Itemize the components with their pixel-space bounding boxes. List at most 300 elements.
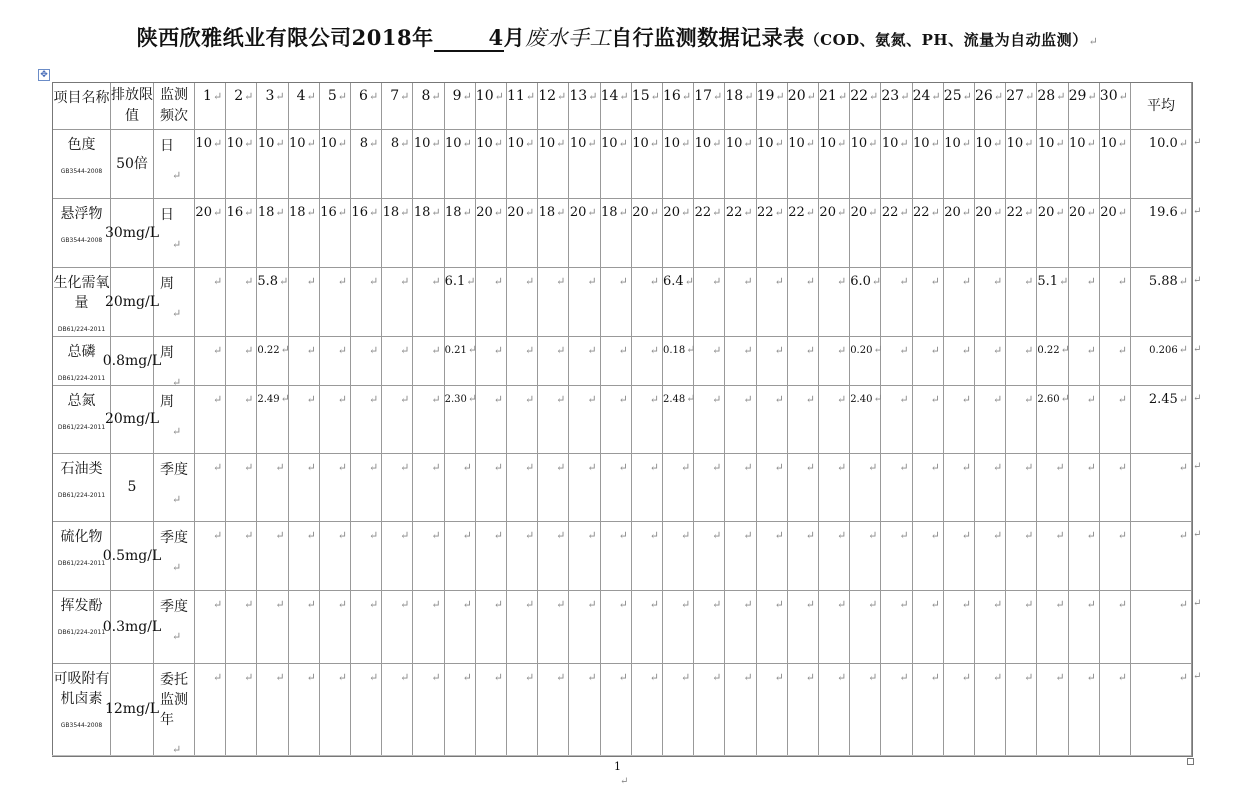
value-cell[interactable] (413, 591, 444, 664)
value-cell[interactable] (413, 268, 444, 337)
value-cell[interactable] (913, 268, 944, 337)
value-cell[interactable] (694, 337, 725, 386)
header-day[interactable] (289, 83, 320, 130)
value-cell[interactable] (569, 591, 600, 664)
value-cell[interactable] (632, 268, 663, 337)
value-cell[interactable] (320, 268, 351, 337)
row-average[interactable] (1131, 591, 1192, 664)
value-cell[interactable] (819, 386, 850, 454)
value-cell[interactable] (819, 591, 850, 664)
row-limit[interactable] (102, 337, 162, 386)
value-cell[interactable] (850, 199, 881, 268)
row-average[interactable] (1131, 522, 1192, 591)
value-cell[interactable] (819, 337, 850, 386)
value-cell[interactable] (632, 591, 663, 664)
value-cell[interactable] (1037, 522, 1068, 591)
value-cell[interactable] (445, 454, 476, 522)
value-cell[interactable] (1006, 664, 1037, 756)
value-cell[interactable] (788, 199, 819, 268)
value-cell[interactable] (819, 522, 850, 591)
value-cell[interactable] (913, 664, 944, 756)
header-day[interactable] (819, 83, 850, 130)
header-day[interactable] (476, 83, 507, 130)
row-limit[interactable] (104, 199, 160, 268)
value-cell[interactable] (1069, 664, 1100, 756)
value-cell[interactable] (569, 454, 600, 522)
value-cell[interactable] (351, 591, 382, 664)
row-item-name[interactable] (53, 130, 111, 199)
value-cell[interactable] (1006, 337, 1037, 386)
header-day[interactable] (601, 83, 632, 130)
value-cell[interactable] (382, 268, 413, 337)
value-cell[interactable] (663, 268, 694, 337)
value-cell[interactable] (195, 591, 226, 664)
value-cell[interactable] (507, 337, 538, 386)
value-cell[interactable] (663, 199, 694, 268)
row-limit[interactable] (104, 386, 160, 454)
header-day[interactable] (913, 83, 944, 130)
value-cell[interactable] (757, 268, 788, 337)
row-frequency[interactable] (154, 522, 195, 591)
value-cell[interactable] (944, 199, 975, 268)
value-cell[interactable] (788, 337, 819, 386)
value-cell[interactable] (632, 454, 663, 522)
header-average[interactable] (1131, 83, 1192, 130)
value-cell[interactable] (445, 337, 476, 386)
value-cell[interactable] (445, 591, 476, 664)
value-cell[interactable] (195, 268, 226, 337)
value-cell[interactable] (476, 664, 507, 756)
header-day[interactable] (538, 83, 569, 130)
header-day[interactable] (195, 83, 226, 130)
header-day[interactable] (507, 83, 538, 130)
table-resize-handle-icon[interactable] (1187, 758, 1194, 765)
value-cell[interactable] (944, 130, 975, 199)
header-day[interactable] (351, 83, 382, 130)
header-day[interactable] (975, 83, 1006, 130)
value-cell[interactable] (632, 522, 663, 591)
value-cell[interactable] (1069, 199, 1100, 268)
value-cell[interactable] (694, 199, 725, 268)
value-cell[interactable] (975, 386, 1006, 454)
value-cell[interactable] (944, 664, 975, 756)
value-cell[interactable] (601, 454, 632, 522)
value-cell[interactable] (1069, 522, 1100, 591)
value-cell[interactable] (476, 130, 507, 199)
value-cell[interactable] (195, 199, 226, 268)
value-cell[interactable] (538, 337, 569, 386)
value-cell[interactable] (850, 522, 881, 591)
value-cell[interactable] (819, 268, 850, 337)
value-cell[interactable] (257, 522, 288, 591)
value-cell[interactable] (757, 337, 788, 386)
value-cell[interactable] (351, 199, 382, 268)
header-day[interactable] (725, 83, 756, 130)
value-cell[interactable] (850, 386, 881, 454)
value-cell[interactable] (913, 454, 944, 522)
value-cell[interactable] (944, 268, 975, 337)
header-day[interactable] (226, 83, 257, 130)
row-average[interactable] (1131, 130, 1192, 199)
header-frequency[interactable] (154, 83, 195, 130)
value-cell[interactable] (975, 591, 1006, 664)
header-day[interactable] (694, 83, 725, 130)
value-cell[interactable] (476, 591, 507, 664)
value-cell[interactable] (445, 522, 476, 591)
value-cell[interactable] (289, 130, 320, 199)
value-cell[interactable] (382, 522, 413, 591)
row-limit[interactable] (111, 130, 154, 199)
value-cell[interactable] (289, 268, 320, 337)
value-cell[interactable] (320, 199, 351, 268)
row-average[interactable] (1131, 268, 1192, 337)
value-cell[interactable] (725, 268, 756, 337)
header-day[interactable] (257, 83, 288, 130)
value-cell[interactable] (663, 522, 694, 591)
value-cell[interactable] (725, 664, 756, 756)
value-cell[interactable] (1100, 664, 1131, 756)
value-cell[interactable] (881, 268, 912, 337)
value-cell[interactable] (788, 130, 819, 199)
header-day[interactable] (1037, 83, 1068, 130)
value-cell[interactable] (1100, 454, 1131, 522)
value-cell[interactable] (788, 268, 819, 337)
value-cell[interactable] (1006, 268, 1037, 337)
value-cell[interactable] (663, 337, 694, 386)
value-cell[interactable] (601, 337, 632, 386)
value-cell[interactable] (382, 454, 413, 522)
value-cell[interactable] (663, 454, 694, 522)
value-cell[interactable] (289, 386, 320, 454)
value-cell[interactable] (1100, 386, 1131, 454)
row-average[interactable] (1131, 454, 1192, 522)
value-cell[interactable] (1069, 386, 1100, 454)
value-cell[interactable] (289, 337, 320, 386)
value-cell[interactable] (226, 268, 257, 337)
value-cell[interactable] (507, 522, 538, 591)
row-average[interactable] (1131, 386, 1192, 454)
value-cell[interactable] (975, 199, 1006, 268)
value-cell[interactable] (1100, 337, 1131, 386)
header-day[interactable] (850, 83, 881, 130)
value-cell[interactable] (195, 337, 226, 386)
value-cell[interactable] (1069, 454, 1100, 522)
value-cell[interactable] (725, 454, 756, 522)
value-cell[interactable] (507, 591, 538, 664)
value-cell[interactable] (601, 522, 632, 591)
value-cell[interactable] (382, 130, 413, 199)
value-cell[interactable] (975, 454, 1006, 522)
header-day[interactable] (320, 83, 351, 130)
value-cell[interactable] (289, 454, 320, 522)
header-day[interactable] (1069, 83, 1100, 130)
value-cell[interactable] (320, 664, 351, 756)
value-cell[interactable] (195, 386, 226, 454)
value-cell[interactable] (757, 522, 788, 591)
value-cell[interactable] (320, 591, 351, 664)
value-cell[interactable] (975, 130, 1006, 199)
row-frequency[interactable] (154, 386, 195, 454)
value-cell[interactable] (413, 130, 444, 199)
value-cell[interactable] (601, 268, 632, 337)
value-cell[interactable] (1006, 454, 1037, 522)
value-cell[interactable] (507, 199, 538, 268)
value-cell[interactable] (975, 337, 1006, 386)
value-cell[interactable] (601, 386, 632, 454)
value-cell[interactable] (1006, 591, 1037, 664)
value-cell[interactable] (413, 386, 444, 454)
value-cell[interactable] (413, 454, 444, 522)
value-cell[interactable] (601, 664, 632, 756)
value-cell[interactable] (476, 522, 507, 591)
value-cell[interactable] (476, 454, 507, 522)
value-cell[interactable] (1037, 268, 1068, 337)
value-cell[interactable] (725, 337, 756, 386)
value-cell[interactable] (257, 199, 288, 268)
value-cell[interactable] (569, 130, 600, 199)
value-cell[interactable] (725, 386, 756, 454)
value-cell[interactable] (632, 130, 663, 199)
value-cell[interactable] (226, 199, 257, 268)
row-average[interactable] (1131, 337, 1192, 386)
value-cell[interactable] (569, 199, 600, 268)
value-cell[interactable] (476, 386, 507, 454)
value-cell[interactable] (476, 268, 507, 337)
value-cell[interactable] (226, 522, 257, 591)
value-cell[interactable] (538, 199, 569, 268)
row-frequency[interactable] (154, 591, 195, 664)
value-cell[interactable] (569, 386, 600, 454)
value-cell[interactable] (757, 130, 788, 199)
value-cell[interactable] (725, 199, 756, 268)
value-cell[interactable] (1100, 591, 1131, 664)
value-cell[interactable] (538, 454, 569, 522)
row-item-name[interactable] (53, 454, 111, 522)
value-cell[interactable] (289, 664, 320, 756)
value-cell[interactable] (632, 664, 663, 756)
value-cell[interactable] (1100, 268, 1131, 337)
value-cell[interactable] (351, 454, 382, 522)
header-day[interactable] (382, 83, 413, 130)
value-cell[interactable] (382, 337, 413, 386)
row-item-name[interactable] (53, 199, 111, 268)
value-cell[interactable] (538, 522, 569, 591)
value-cell[interactable] (850, 268, 881, 337)
value-cell[interactable] (507, 130, 538, 199)
value-cell[interactable] (226, 386, 257, 454)
value-cell[interactable] (382, 199, 413, 268)
header-day[interactable] (881, 83, 912, 130)
value-cell[interactable] (1037, 199, 1068, 268)
value-cell[interactable] (601, 199, 632, 268)
value-cell[interactable] (257, 386, 288, 454)
value-cell[interactable] (881, 454, 912, 522)
value-cell[interactable] (226, 664, 257, 756)
value-cell[interactable] (507, 268, 538, 337)
row-frequency[interactable] (154, 454, 195, 522)
value-cell[interactable] (975, 522, 1006, 591)
value-cell[interactable] (476, 199, 507, 268)
value-cell[interactable] (850, 454, 881, 522)
table-move-handle-icon[interactable]: ✥ (38, 69, 50, 81)
row-average[interactable] (1131, 199, 1192, 268)
value-cell[interactable] (881, 664, 912, 756)
row-frequency[interactable] (154, 664, 195, 756)
value-cell[interactable] (1069, 337, 1100, 386)
value-cell[interactable] (1100, 522, 1131, 591)
header-day[interactable] (445, 83, 476, 130)
value-cell[interactable] (663, 386, 694, 454)
value-cell[interactable] (351, 268, 382, 337)
value-cell[interactable] (913, 130, 944, 199)
value-cell[interactable] (975, 664, 1006, 756)
value-cell[interactable] (1037, 337, 1068, 386)
value-cell[interactable] (913, 337, 944, 386)
value-cell[interactable] (663, 591, 694, 664)
value-cell[interactable] (694, 522, 725, 591)
header-limit[interactable] (111, 83, 154, 130)
value-cell[interactable] (569, 268, 600, 337)
row-frequency[interactable] (154, 130, 195, 199)
value-cell[interactable] (257, 591, 288, 664)
row-frequency[interactable] (154, 268, 195, 337)
value-cell[interactable] (694, 454, 725, 522)
value-cell[interactable] (351, 130, 382, 199)
value-cell[interactable] (694, 664, 725, 756)
row-average[interactable] (1131, 664, 1192, 756)
value-cell[interactable] (1006, 386, 1037, 454)
value-cell[interactable] (725, 130, 756, 199)
value-cell[interactable] (257, 454, 288, 522)
value-cell[interactable] (382, 591, 413, 664)
title-month[interactable]: 4 (434, 25, 504, 52)
row-limit[interactable] (111, 454, 154, 522)
value-cell[interactable] (788, 591, 819, 664)
value-cell[interactable] (257, 268, 288, 337)
value-cell[interactable] (226, 591, 257, 664)
header-day[interactable] (1100, 83, 1131, 130)
header-day[interactable] (413, 83, 444, 130)
value-cell[interactable] (289, 199, 320, 268)
row-item-name[interactable] (53, 268, 111, 337)
value-cell[interactable] (788, 664, 819, 756)
value-cell[interactable] (944, 522, 975, 591)
value-cell[interactable] (320, 454, 351, 522)
value-cell[interactable] (694, 591, 725, 664)
value-cell[interactable] (507, 454, 538, 522)
value-cell[interactable] (663, 664, 694, 756)
value-cell[interactable] (320, 337, 351, 386)
header-item-name[interactable] (53, 83, 111, 130)
value-cell[interactable] (507, 386, 538, 454)
header-day[interactable] (944, 83, 975, 130)
value-cell[interactable] (195, 664, 226, 756)
value-cell[interactable] (320, 386, 351, 454)
header-day[interactable] (757, 83, 788, 130)
value-cell[interactable] (507, 664, 538, 756)
value-cell[interactable] (569, 522, 600, 591)
value-cell[interactable] (382, 664, 413, 756)
row-item-name[interactable] (53, 386, 111, 454)
row-limit[interactable] (104, 268, 160, 337)
value-cell[interactable] (1037, 454, 1068, 522)
value-cell[interactable] (320, 130, 351, 199)
value-cell[interactable] (1037, 130, 1068, 199)
value-cell[interactable] (632, 337, 663, 386)
value-cell[interactable] (413, 199, 444, 268)
header-day[interactable] (663, 83, 694, 130)
value-cell[interactable] (476, 337, 507, 386)
value-cell[interactable] (1006, 199, 1037, 268)
value-cell[interactable] (881, 337, 912, 386)
value-cell[interactable] (1006, 522, 1037, 591)
value-cell[interactable] (569, 337, 600, 386)
value-cell[interactable] (445, 386, 476, 454)
value-cell[interactable] (881, 199, 912, 268)
value-cell[interactable] (1069, 268, 1100, 337)
value-cell[interactable] (975, 268, 1006, 337)
value-cell[interactable] (632, 386, 663, 454)
row-limit[interactable] (102, 522, 162, 591)
value-cell[interactable] (725, 591, 756, 664)
value-cell[interactable] (913, 199, 944, 268)
value-cell[interactable] (819, 130, 850, 199)
value-cell[interactable] (351, 664, 382, 756)
value-cell[interactable] (788, 386, 819, 454)
value-cell[interactable] (757, 591, 788, 664)
value-cell[interactable] (601, 130, 632, 199)
value-cell[interactable] (413, 664, 444, 756)
value-cell[interactable] (757, 199, 788, 268)
value-cell[interactable] (1037, 591, 1068, 664)
value-cell[interactable] (351, 522, 382, 591)
value-cell[interactable] (413, 522, 444, 591)
value-cell[interactable] (257, 664, 288, 756)
value-cell[interactable] (538, 386, 569, 454)
value-cell[interactable] (944, 386, 975, 454)
value-cell[interactable] (663, 130, 694, 199)
value-cell[interactable] (944, 454, 975, 522)
value-cell[interactable] (538, 591, 569, 664)
value-cell[interactable] (195, 454, 226, 522)
value-cell[interactable] (289, 522, 320, 591)
row-limit[interactable] (102, 591, 162, 664)
value-cell[interactable] (351, 386, 382, 454)
value-cell[interactable] (819, 664, 850, 756)
value-cell[interactable] (757, 454, 788, 522)
value-cell[interactable] (819, 199, 850, 268)
value-cell[interactable] (1006, 130, 1037, 199)
header-day[interactable] (1006, 83, 1037, 130)
value-cell[interactable] (881, 522, 912, 591)
value-cell[interactable] (788, 522, 819, 591)
value-cell[interactable] (382, 386, 413, 454)
value-cell[interactable] (944, 337, 975, 386)
value-cell[interactable] (445, 130, 476, 199)
value-cell[interactable] (538, 664, 569, 756)
value-cell[interactable] (881, 386, 912, 454)
value-cell[interactable] (913, 386, 944, 454)
value-cell[interactable] (788, 454, 819, 522)
value-cell[interactable] (694, 268, 725, 337)
value-cell[interactable] (1069, 130, 1100, 199)
value-cell[interactable] (569, 664, 600, 756)
value-cell[interactable] (195, 130, 226, 199)
value-cell[interactable] (538, 268, 569, 337)
value-cell[interactable] (538, 130, 569, 199)
value-cell[interactable] (757, 664, 788, 756)
value-cell[interactable] (819, 454, 850, 522)
